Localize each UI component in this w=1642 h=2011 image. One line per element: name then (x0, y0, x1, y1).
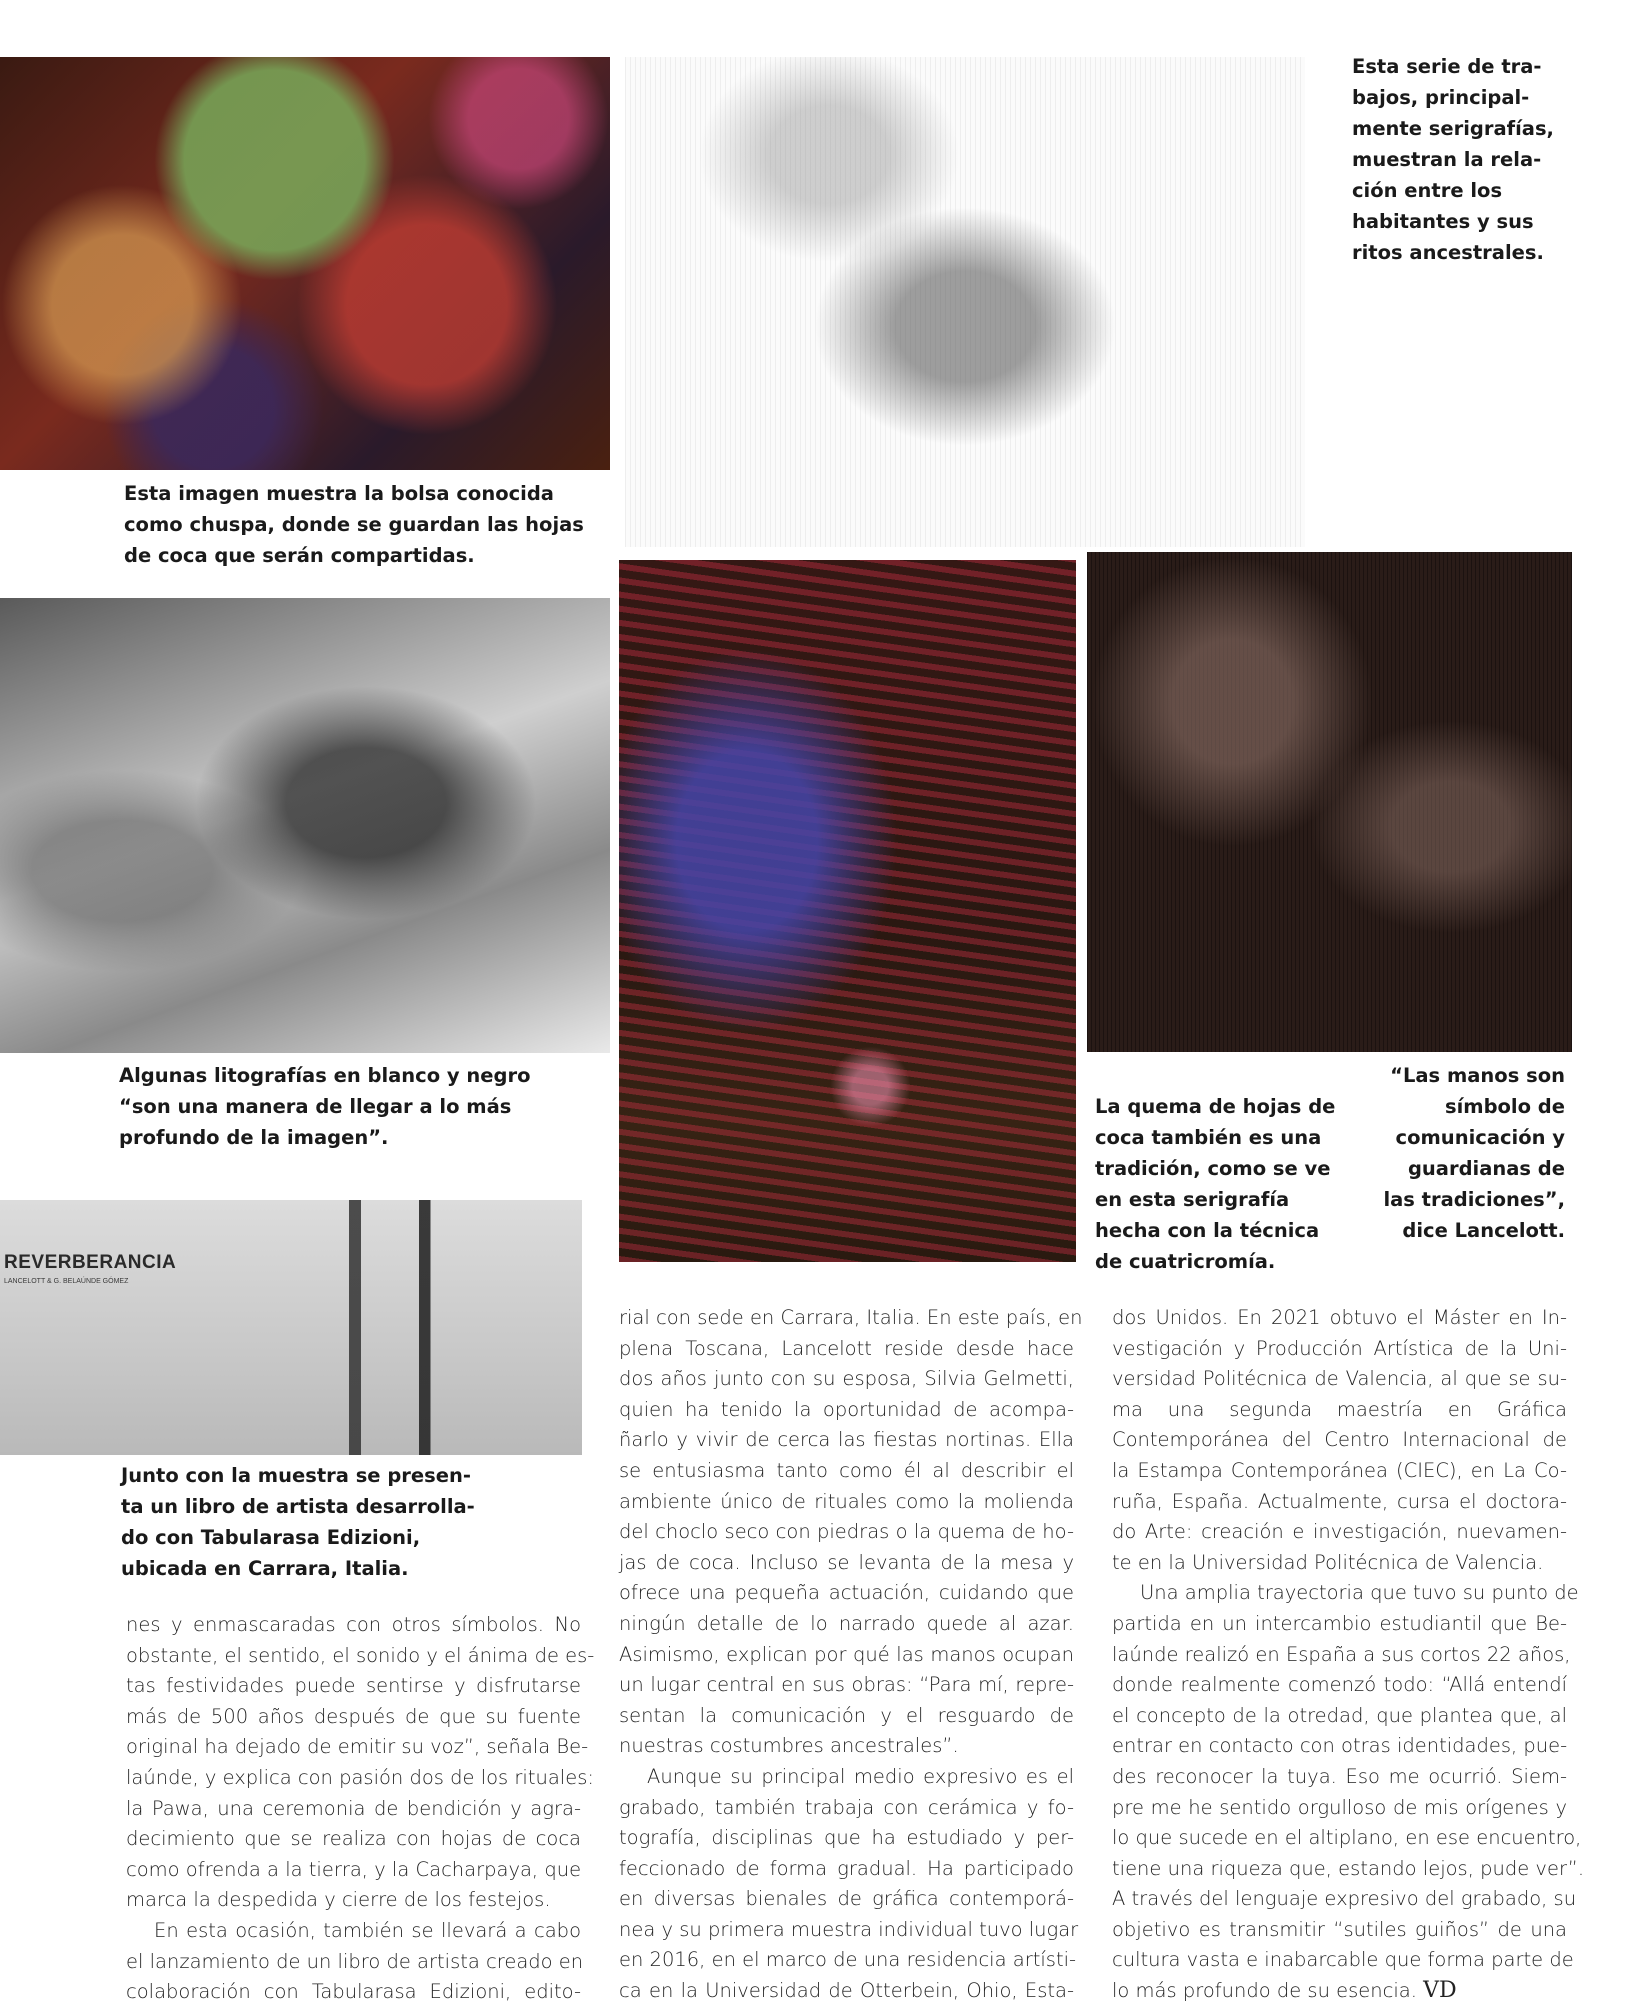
body-column-2 (619, 1303, 1083, 2007)
text-line: del choclo seco con piedras o la quema de ho- (619, 1520, 1074, 1544)
text-line: lo que sucede en el altiplano, en ese encuentro, (1112, 1826, 1582, 1850)
text-line: rial con sede en Carrara, Italia. En este país, en (619, 1306, 1083, 1329)
caption-book (121, 1460, 581, 1584)
caption-line: habitantes y sus (1352, 210, 1534, 233)
caption-line: Esta serie de tra- (1352, 55, 1542, 78)
caption-line: ta un libro de artista desarrolla- (121, 1495, 475, 1518)
body-column-3 (1112, 1303, 1585, 2007)
caption-line: dice Lancelott. (1402, 1219, 1565, 1242)
caption-line: Esta imagen muestra la bolsa conocida (124, 482, 554, 505)
text-line: cultura vasta e inabarcable que forma parte de (1112, 1948, 1574, 1972)
text-line: entrar en contacto con otras identidades, pue- (1112, 1734, 1568, 1758)
text-line: un lugar central en sus obras: “Para mí, repre- (619, 1673, 1074, 1697)
text-line: do Arte: creación e investigación, nuevamen- (1112, 1520, 1567, 1544)
caption-line: en esta serigrafía (1095, 1188, 1290, 1211)
text-line: el lanzamiento de un libro de artista creado en (126, 1949, 584, 1973)
text-line: te en la Universidad Politécnica de Valencia. (1112, 1550, 1544, 1574)
text-line: sentan la comunicación y el resguardo de (619, 1703, 1074, 1727)
engraving-hands-image (1087, 552, 1572, 1052)
caption-line: guardianas de (1407, 1157, 1565, 1180)
text-line: ma una segunda maestría en Gráfica (1112, 1397, 1567, 1421)
text-line: feccionado de forma gradual. Ha participado (619, 1856, 1074, 1880)
text-line: quien ha tenido la oportunidad de acompa- (619, 1397, 1074, 1421)
body-column-1 (126, 1610, 595, 2008)
text-line: En esta ocasión, también se llevará a cabo (154, 1918, 581, 1942)
text-line: plena Toscana, Lancelott reside desde hace (619, 1336, 1074, 1360)
caption-line: de cuatricromía. (1095, 1250, 1276, 1273)
caption-line: “Las manos son (1390, 1064, 1565, 1087)
text-line: en 2016, en el marco de una residencia artísti- (619, 1948, 1077, 1972)
text-line: nea y su primera muestra individual tuvo lugar (619, 1917, 1079, 1941)
artist-book-image (0, 1200, 582, 1455)
text-line (1112, 1976, 1567, 2007)
text-line: Aunque su principal medio expresivo es el (647, 1764, 1074, 1788)
caption-quote (1350, 1060, 1565, 1246)
text-line: como ofrenda a la tierra, y la Cacharpaya, que (126, 1857, 582, 1881)
caption-serie (1352, 51, 1592, 268)
text-line: nes y enmascaradas con otros símbolos. No (126, 1613, 581, 1636)
caption-litho (119, 1060, 589, 1153)
caption-line: ubicada en Carrara, Italia. (121, 1557, 409, 1580)
chuspa-photo (0, 57, 610, 470)
caption-line: do con Tabularasa Edizioni, (121, 1526, 421, 1549)
text-line: A través del lenguaje expresivo del grabado, su (1112, 1887, 1577, 1911)
caption-line: coca también es una (1095, 1126, 1322, 1149)
caption-line: bajos, principal- (1352, 86, 1530, 109)
text-line: ambiente único de rituales como la molienda (619, 1489, 1074, 1513)
text-line: tiene una riqueza que, estando lejos, pude ver”. (1112, 1856, 1585, 1880)
book-title: REVERBERANCIA (4, 1252, 177, 1273)
caption-line: profundo de la imagen”. (119, 1126, 389, 1149)
text-line: más de 500 años después de que su fuente (126, 1704, 581, 1728)
text-line: ningún detalle de lo narrado quede al azar. (619, 1611, 1074, 1635)
text-line: se entusiasma tanto como él al describir el (619, 1458, 1074, 1482)
coca-burning-serigraph (619, 560, 1076, 1262)
text-line: dos Unidos. En 2021 obtuvo el Máster en In- (1112, 1306, 1567, 1329)
caption-line: como chuspa, donde se guardan las hojas (124, 513, 584, 536)
caption-line: comunicación y (1395, 1126, 1565, 1149)
text-line: partida en un intercambio estudiantil que Be- (1112, 1611, 1567, 1635)
text-line: Una amplia trayectoria que tuvo su punto de (1140, 1581, 1579, 1605)
caption-line: ción entre los (1352, 179, 1503, 202)
text-line: des reconocer la tuya. Eso me ocurrió. Siem- (1112, 1764, 1567, 1788)
caption-line: hecha con la técnica (1095, 1219, 1320, 1242)
text-line-content: lo más profundo de su esencia. (1112, 1979, 1417, 2003)
caption-line: tradición, como se ve (1095, 1157, 1331, 1180)
text-line: colaboración con Tabularasa Edizioni, edito- (126, 1980, 581, 2004)
caption-line: Junto con la muestra se presen- (121, 1464, 471, 1487)
text-line: ruña, España. Actualmente, cursa el doctora- (1112, 1489, 1567, 1513)
text-line: original ha dejado de emitir su voz”, señala Be- (126, 1735, 589, 1759)
text-line: ñarlo y vivir de cerca las fiestas nortinas. Ella (619, 1428, 1074, 1452)
caption-line: las tradiciones”, (1383, 1188, 1565, 1211)
text-line: Asimismo, explican por qué las manos ocupan (619, 1642, 1074, 1666)
text-line: decimiento que se realiza con hojas de coca (126, 1827, 581, 1851)
text-line: grabado, también trabaja con cerámica y fo- (619, 1795, 1074, 1819)
text-line: el concepto de la otredad, que plantea que, al (1112, 1703, 1567, 1727)
caption-line: ritos ancestrales. (1352, 241, 1544, 264)
caption-line: La quema de hojas de (1095, 1095, 1336, 1118)
text-line: marca la despedida y cierre de los festejos. (126, 1888, 551, 1912)
text-line: pre me he sentido orgulloso de mis orígenes y (1112, 1795, 1567, 1819)
text-line: nuestras costumbres ancestrales”. (619, 1734, 959, 1758)
text-line: ofrece una pequeña actuación, cuidando que (619, 1581, 1074, 1605)
text-line: dos años junto con su esposa, Silvia Gelmetti, (619, 1367, 1074, 1391)
text-line: jas de coca. Incluso se levanta de la mesa y (619, 1550, 1074, 1574)
text-line: laúnde, y explica con pasión dos de los rituales: (126, 1765, 594, 1789)
caption-line: símbolo de (1444, 1095, 1565, 1118)
caption-line: “son una manera de llegar a lo más (119, 1095, 512, 1118)
text-line: laúnde realizó en España a sus cortos 22 años, (1112, 1642, 1571, 1666)
book-subtitle: LANCELOTT & G. BELAÚNDE GÓMEZ (4, 1278, 129, 1285)
text-line: obstante, el sentido, el sonido y el ánima de es- (126, 1643, 595, 1667)
text-line: objetivo es transmitir “sutiles guiños” de una (1112, 1917, 1567, 1941)
text-line: donde realmente comenzó todo: “Allá entendí (1112, 1673, 1567, 1697)
text-line: tografía, disciplinas que ha estudiado y per- (619, 1826, 1074, 1850)
text-line: ca en la Universidad de Otterbein, Ohio, Esta- (619, 1979, 1074, 2003)
text-line: vestigación y Producción Artística de la Uni- (1112, 1336, 1567, 1360)
lithograph-hand-image (0, 598, 610, 1053)
text-line: la Pawa, una ceremonia de bendición y agra- (126, 1796, 581, 1820)
text-line: Contemporánea del Centro Internacional de (1112, 1428, 1567, 1452)
caption-line: de coca que serán compartidas. (124, 544, 475, 567)
caption-line: mente serigrafías, (1352, 117, 1554, 140)
caption-chuspa (124, 478, 594, 571)
text-line: en diversas bienales de gráfica contemporá- (619, 1887, 1074, 1911)
caption-quema (1095, 1091, 1345, 1277)
text-line: versidad Politécnica de Valencia, al que se su- (1112, 1367, 1567, 1391)
text-line: la Estampa Contemporánea (CIEC), en La Co- (1112, 1458, 1567, 1482)
serigraph-hands-image (625, 57, 1305, 547)
author-signature: VD (1423, 1978, 1457, 2004)
caption-line: Algunas litografías en blanco y negro (119, 1064, 531, 1087)
caption-line: muestran la rela- (1352, 148, 1542, 171)
text-line: tas festividades puede sentirse y disfrutarse (126, 1674, 581, 1698)
